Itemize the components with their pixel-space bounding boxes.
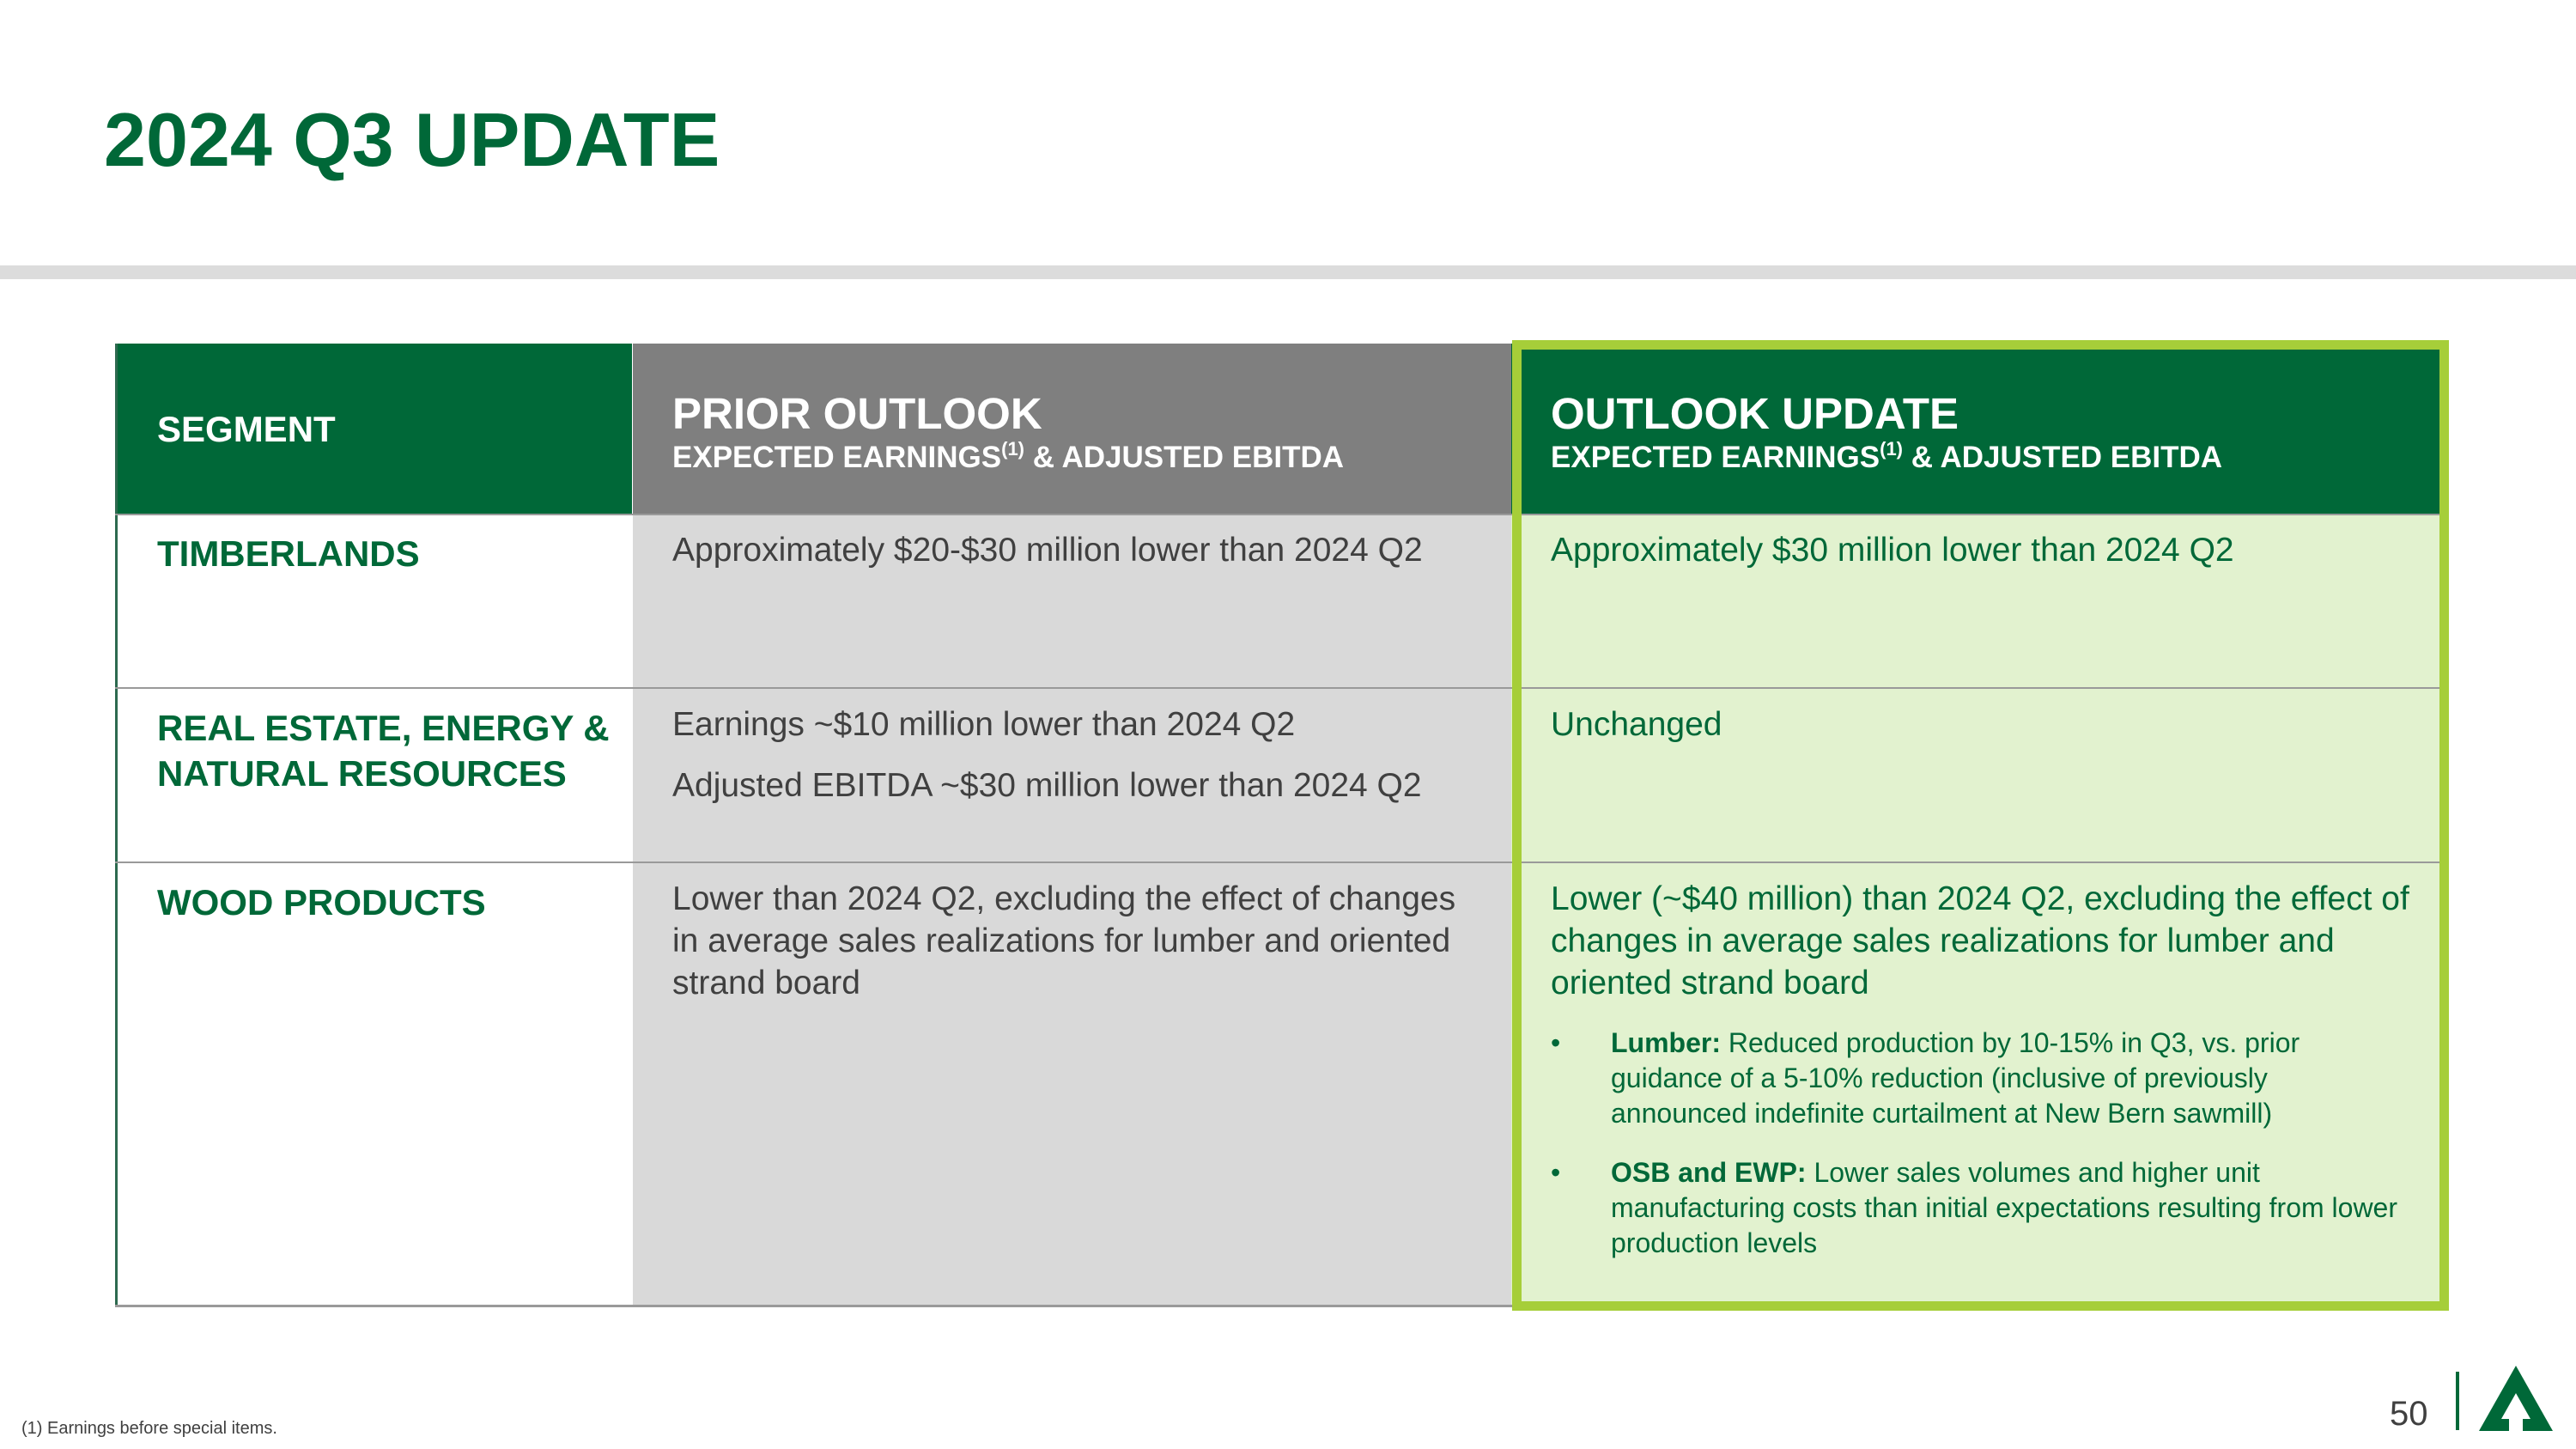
outlook-update-text: Lower (~$40 million) than 2024 Q2, excluding the effect of changes in average sales realizations for lumber and oriented strand board — [1551, 880, 2409, 1002]
row-divider — [115, 861, 2443, 863]
segment-label: WOOD PRODUCTS — [157, 882, 486, 922]
page-number: 50 — [2390, 1395, 2428, 1433]
list-item — [1551, 1026, 2409, 1131]
wood-products-bullets — [1551, 1026, 2409, 1285]
table-row-real-estate-update — [1511, 688, 2443, 862]
table-row-timberlands-update — [1511, 514, 2443, 688]
header-outlook-update-title: OUTLOOK UPDATE — [1551, 389, 1959, 438]
header-sub-prefix: EXPECTED EARNINGS — [1551, 441, 1880, 474]
header-prior-outlook-title: PRIOR OUTLOOK — [672, 389, 1042, 438]
outlook-update-text: Unchanged — [1551, 706, 1722, 743]
header-segment-cell — [115, 344, 632, 514]
table-row-wood-products-prior — [633, 862, 1511, 1307]
header-sub-suffix: & ADJUSTED EBITDA — [1903, 441, 2223, 474]
footnote-ref: (1) — [1001, 438, 1025, 460]
footer-separator — [2456, 1372, 2459, 1430]
table-bottom-border — [115, 1305, 2443, 1307]
header-outlook-update-cell — [1511, 344, 2443, 514]
bullet-label: Lumber: — [1611, 1027, 1721, 1058]
header-sub-prefix: EXPECTED EARNINGS — [672, 441, 1002, 474]
bullet-text: Lower sales volumes and higher unit manufacturing costs than initial expectations resulting from lower production levels — [1611, 1157, 2397, 1258]
table-row-timberlands-prior — [633, 514, 1511, 688]
footnote: (1) Earnings before special items. — [21, 1419, 277, 1438]
table-row-wood-products-update — [1511, 862, 2443, 1307]
tree-logo-icon — [2477, 1364, 2555, 1433]
list-item — [1551, 1155, 2409, 1261]
header-prior-outlook-subtitle — [672, 438, 1344, 475]
segment-label: REAL ESTATE, ENERGY & NATURAL RESOURCES — [157, 708, 610, 794]
page-title: 2024 Q3 UPDATE — [104, 97, 720, 182]
segment-label: TIMBERLANDS — [157, 533, 420, 574]
prior-outlook-text: Lower than 2024 Q2, excluding the effect of changes in average sales realizations for lumber and oriented strand board — [672, 880, 1456, 1002]
bullet-text: Reduced production by 10-15% in Q3, vs. prior guidance of a 5-10% reduction (inclusive of previously announced indefinite curtailment at New Bern sawmill) — [1611, 1027, 2300, 1129]
table-row-timberlands-segment — [115, 514, 633, 688]
bullet-label: OSB and EWP: — [1611, 1157, 1807, 1188]
header-segment-label: SEGMENT — [157, 409, 336, 449]
header-prior-outlook-cell — [633, 344, 1511, 514]
header-sub-suffix: & ADJUSTED EBITDA — [1024, 441, 1345, 474]
header-outlook-update-subtitle — [1551, 438, 2222, 475]
header-divider — [0, 265, 2576, 279]
prior-outlook-text: Approximately $20-$30 million lower than 2024 Q2 — [672, 532, 1423, 569]
bullet-glyph: • — [1551, 1157, 1561, 1188]
prior-outlook-line-ebitda: Adjusted EBITDA ~$30 million lower than 2024 Q2 — [672, 767, 1422, 804]
outlook-update-text: Approximately $30 million lower than 2024 Q2 — [1551, 532, 2234, 569]
table-row-real-estate-prior — [633, 688, 1511, 862]
row-divider — [115, 687, 2443, 689]
prior-outlook-text — [672, 703, 1488, 807]
footnote-ref: (1) — [1880, 438, 1904, 460]
bullet-glyph: • — [1551, 1027, 1561, 1058]
row-divider — [115, 514, 2443, 515]
table-row-real-estate-segment — [115, 688, 633, 862]
prior-outlook-line-earnings: Earnings ~$10 million lower than 2024 Q2 — [672, 706, 1296, 743]
outlook-table — [115, 344, 2443, 1307]
table-row-wood-products-segment — [115, 862, 633, 1307]
